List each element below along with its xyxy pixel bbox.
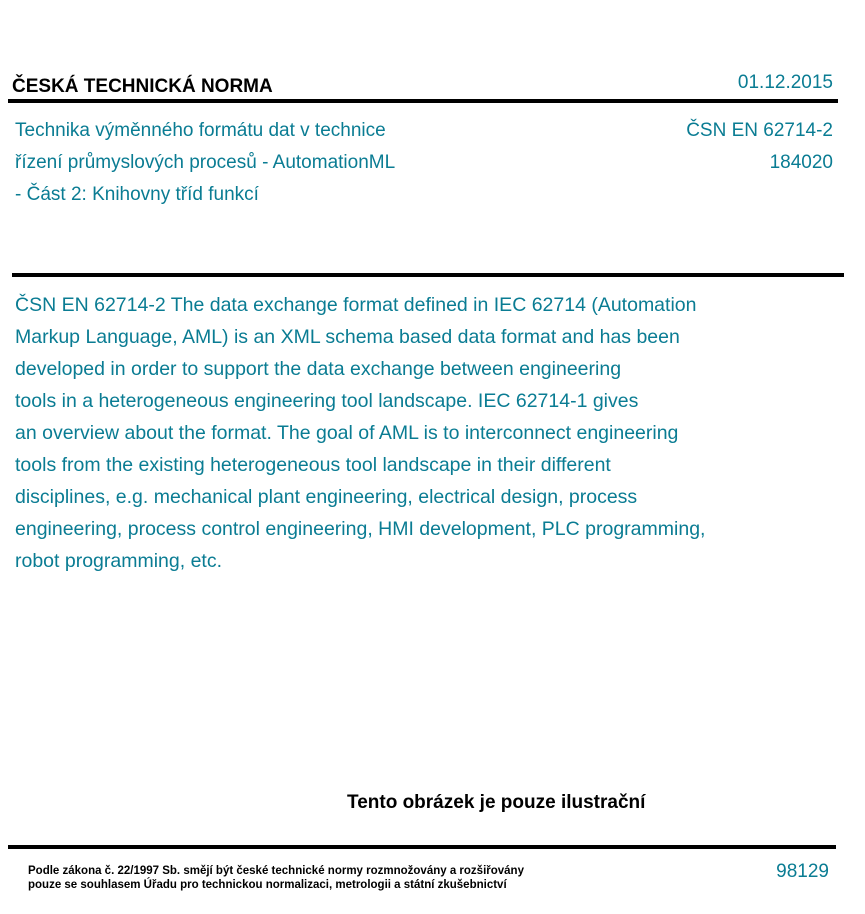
- abstract-line: engineering, process control engineering, HMI development, PLC programming,: [15, 518, 706, 540]
- abstract-line: developed in order to support the data exchange between engineering: [15, 358, 622, 380]
- catalog-code: 98129: [776, 861, 829, 882]
- publication-date: 01.12.2015: [737, 72, 833, 93]
- abstract-line: tools from the existing heterogeneous tool landscape in their different: [15, 454, 611, 476]
- bottom-divider: [8, 845, 836, 849]
- legal-notice-line: Podle zákona č. 22/1997 Sb. smějí být české technické normy rozmnožovány a rozšiřovány: [28, 865, 524, 877]
- abstract-line: ČSN EN 62714-2 The data exchange format defined in IEC 62714 (Automation: [15, 294, 697, 316]
- abstract-line: an overview about the format. The goal of AML is to interconnect engineering: [15, 422, 679, 444]
- header-title: ČESKÁ TECHNICKÁ NORMA: [12, 76, 273, 97]
- legal-notice: [28, 864, 524, 892]
- document-identifiers: [686, 115, 833, 179]
- abstract-line: Markup Language, AML) is an XML schema based data format and has been: [15, 326, 680, 348]
- abstract-line: tools in a heterogeneous engineering tool landscape. IEC 62714-1 gives: [15, 390, 639, 412]
- legal-notice-line: pouze se souhlasem Úřadu pro technickou normalizaci, metrologii a státní zkušebnictví: [28, 879, 507, 891]
- standard-number: ČSN EN 62714-2: [686, 120, 833, 141]
- document-title: [15, 115, 485, 211]
- document-title-line: Technika výměnného formátu dat v technice: [15, 120, 386, 141]
- illustration-note: Tento obrázek je pouze ilustrační: [347, 792, 646, 813]
- class-code: 184020: [769, 152, 833, 173]
- middle-divider: [12, 273, 844, 277]
- top-divider: [8, 99, 838, 103]
- abstract-line: robot programming, etc.: [15, 550, 223, 572]
- abstract: [15, 289, 835, 577]
- abstract-line: disciplines, e.g. mechanical plant engineering, electrical design, process: [15, 486, 638, 508]
- document-title-line: - Část 2: Knihovny tříd funkcí: [15, 184, 259, 205]
- document-title-line: řízení průmyslových procesů - AutomationML: [15, 152, 396, 173]
